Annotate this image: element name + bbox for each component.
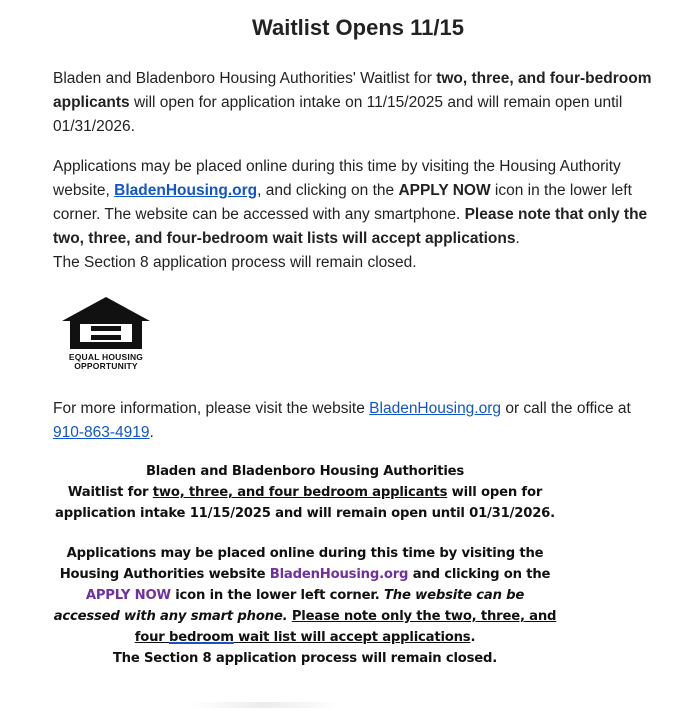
apply-text-2: , and clicking on the xyxy=(257,182,399,199)
flyer-line-3: application intake 11/15/2025 and will remain open until 01/31/2026. xyxy=(55,506,555,521)
flyer-line-6a: icon in the lower left corner. xyxy=(170,588,384,603)
flyer-website-text: BladenHousing.org xyxy=(269,567,409,582)
website-link[interactable]: BladenHousing.org xyxy=(369,400,502,417)
apply-text-3: icon in the lower left corner. The website can be accessed with any smartphone. xyxy=(53,182,632,223)
apply-now-bold: APPLY NOW xyxy=(398,182,491,199)
flyer-line-8a: four xyxy=(134,630,169,645)
intro-paragraph xyxy=(53,67,653,139)
faint-decoration xyxy=(190,702,340,708)
flyer-line-2 xyxy=(40,482,570,503)
flyer-line-6 xyxy=(40,585,570,606)
flyer-line-6-italic: The website can be xyxy=(383,588,525,603)
flyer-line-8 xyxy=(40,627,570,648)
section8-text: The Section 8 application process will remain closed. xyxy=(53,254,417,271)
website-link-bold[interactable]: BladenHousing.org xyxy=(114,182,258,199)
flyer-line-5 xyxy=(40,564,570,585)
apply-text-1: Applications may be placed online during this time by visiting the Housing Authority website, xyxy=(53,158,621,199)
equal-housing-opportunity-logo xyxy=(60,295,152,373)
apply-note-bold: Please note that only the two, three, and four-bedroom wait lists will accept applications xyxy=(53,206,648,247)
flyer-line-8-bedroom: bedroom xyxy=(168,630,234,645)
intro-bold-bedrooms: two, three, and four-bedroom applicants xyxy=(53,70,652,111)
flyer-block-2 xyxy=(40,543,570,669)
contact-text-1: For more information, please visit the website xyxy=(53,400,370,417)
flyer-line-9: The Section 8 application process will remain closed. xyxy=(112,651,498,666)
flyer-line-7-underlined: Please note only the two, three, and xyxy=(291,609,557,624)
intro-text-1: Bladen and Bladenboro Housing Authorities' Waitlist for xyxy=(53,70,437,87)
apply-paragraph xyxy=(53,155,653,275)
flyer-block-1 xyxy=(40,461,570,524)
page-title: Waitlist Opens 11/15 xyxy=(252,15,464,40)
intro-text-2: will open for application intake on 11/15/2025 and will remain open until 01/31/2026. xyxy=(53,94,623,135)
flyer-apply-now-text: APPLY NOW xyxy=(85,588,171,603)
equal-housing-opportunity-icon xyxy=(60,295,152,351)
phone-link[interactable]: 910-863-4919 xyxy=(53,424,150,441)
flyer-image xyxy=(40,461,570,669)
flyer-line-8c: wait list will accept applications xyxy=(233,630,471,645)
contact-paragraph xyxy=(53,397,653,445)
contact-text-2: or call the office at xyxy=(501,400,631,417)
flyer-line-5a: Housing Authorities website xyxy=(59,567,270,582)
logo-text-line2: OPPORTUNITY xyxy=(74,361,138,371)
flyer-line-8d: . xyxy=(470,630,476,645)
flyer-line-5b: and clicking on the xyxy=(408,567,551,582)
flyer-line-1: Bladen and Bladenboro Housing Authorities xyxy=(145,464,465,479)
flyer-line-7-italic: accessed with any smart phone. xyxy=(53,609,288,624)
logo-text-line1: EQUAL HOUSING xyxy=(68,352,144,362)
contact-text-3: . xyxy=(149,424,154,441)
apply-text-4: . xyxy=(515,230,520,247)
flyer-line-7 xyxy=(40,606,570,627)
flyer-line-2-underlined: two, three, and four bedroom applicants xyxy=(152,485,448,500)
flyer-line-4: Applications may be placed online during this time by visiting the xyxy=(66,546,544,561)
flyer-line-2a: Waitlist for xyxy=(67,485,153,500)
flyer-line-2b: will open for xyxy=(447,485,543,500)
